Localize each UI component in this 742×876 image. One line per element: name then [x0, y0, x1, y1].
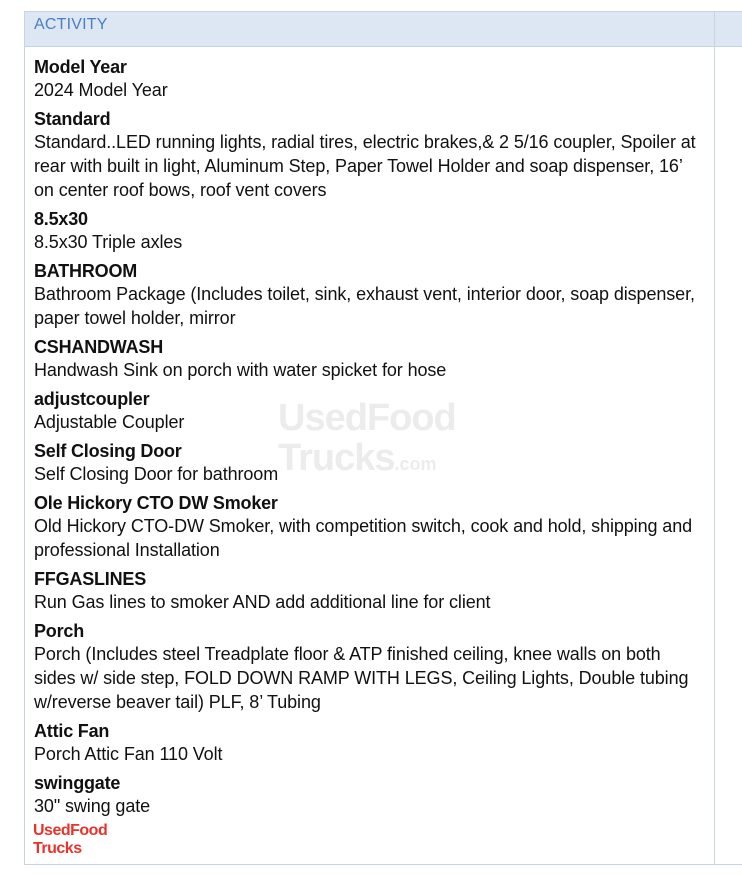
- item-title: FFGASLINES: [34, 569, 147, 589]
- item-description: 8.5x30 Triple axles: [34, 232, 183, 252]
- watermark-suffix: .com: [394, 454, 437, 474]
- item-title: adjustcoupler: [34, 389, 150, 409]
- item-description: Adjustable Coupler: [34, 412, 185, 432]
- item-title: BATHROOM: [34, 261, 138, 281]
- watermark-line-1: UsedFood: [278, 397, 456, 439]
- item-title: CSHANDWASH: [34, 337, 164, 357]
- list-item: [34, 440, 706, 486]
- item-title: Self Closing Door: [34, 441, 182, 461]
- activity-list: [34, 56, 706, 824]
- list-item: [34, 720, 706, 766]
- list-item: [34, 620, 706, 714]
- list-item: [34, 336, 706, 382]
- item-description: Run Gas lines to smoker AND add additional line for client: [34, 592, 491, 612]
- watermark-line-2-text: Trucks: [278, 437, 395, 479]
- item-title: 8.5x30: [34, 209, 88, 229]
- item-description: Porch (Includes steel Treadplate floor & ATP finished ceiling, knee walls on both sides w/ side step, FOLD DOWN RAMP WITH LEGS, Ceiling Lights, Double tubing w/reverse beaver tail) PLF, 8’ Tubing: [34, 644, 689, 712]
- item-title: Attic Fan: [34, 721, 110, 741]
- list-item: [34, 108, 706, 202]
- usedfoodtrucks-logo: [33, 822, 107, 858]
- item-description: Standard..LED running lights, radial tires, electric brakes,& 2 5/16 coupler, Spoiler at rear with built in light, Aluminum Step, Paper Towel Holder and soap dispenser, 16’ on center roof bows, roof vent covers: [34, 132, 696, 200]
- item-title: Ole Hickory CTO DW Smoker: [34, 493, 278, 513]
- table-header: [25, 11, 742, 47]
- item-title: Model Year: [34, 57, 127, 77]
- logo-line-2: Trucks: [33, 840, 82, 857]
- list-item: [34, 260, 706, 330]
- item-description: Self Closing Door for bathroom: [34, 464, 279, 484]
- item-description: 2024 Model Year: [34, 80, 168, 100]
- list-item: [34, 388, 706, 434]
- activity-column-header: ACTIVITY: [34, 16, 108, 33]
- item-title: Porch: [34, 621, 85, 641]
- item-title: Standard: [34, 109, 111, 129]
- logo-line-1: UsedFood: [33, 822, 108, 839]
- item-description: 30" swing gate: [34, 796, 151, 816]
- item-description: Old Hickory CTO-DW Smoker, with competition switch, cook and hold, shipping and professional Installation: [34, 516, 693, 560]
- list-item: [34, 568, 706, 614]
- item-description: Bathroom Package (Includes toilet, sink, exhaust vent, interior door, soap dispenser, paper towel holder, mirror: [34, 284, 695, 328]
- item-title: swinggate: [34, 773, 121, 793]
- list-item: [34, 772, 706, 818]
- list-item: [34, 208, 706, 254]
- list-item: [34, 492, 706, 562]
- list-item: [34, 56, 706, 102]
- column-divider: [714, 11, 715, 864]
- item-description: Porch Attic Fan 110 Volt: [34, 744, 223, 764]
- item-description: Handwash Sink on porch with water spicket for hose: [34, 360, 447, 380]
